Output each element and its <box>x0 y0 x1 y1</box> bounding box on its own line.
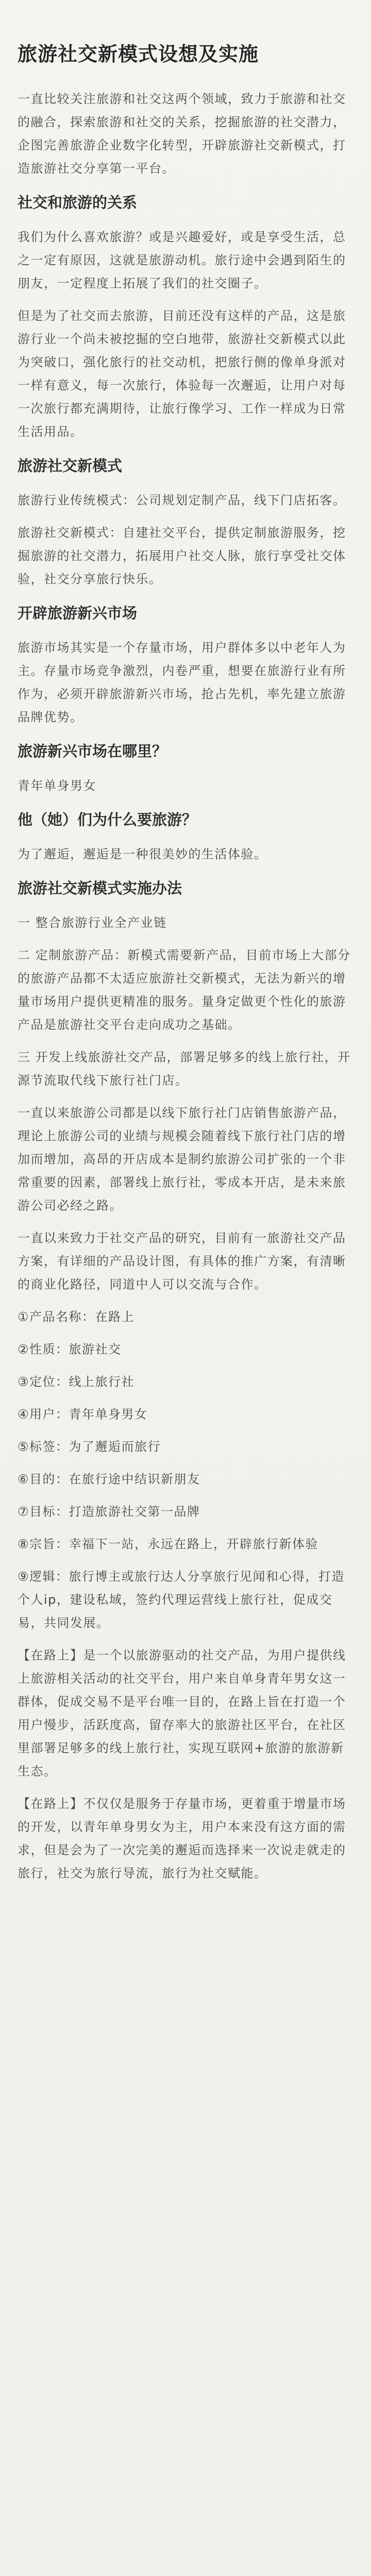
paragraph: ④用户：青年单身男女 <box>18 1407 148 1421</box>
paragraph: 二 定制旅游产品：新模式需要新产品，目前市场上大部分的旅游产品都不太适应旅游社交新模式，无法为新兴的增量市场用户提供更精准的服务。量身定做更个性化的旅游产品是旅游社交平台走向成功之基础。 <box>18 948 351 1032</box>
paragraph: 为了邂逅，邂逅是一种很美妙的生活体验。 <box>18 847 267 861</box>
note-title: 旅游社交新模式设想及实施 <box>18 43 259 65</box>
paragraph: 三 开发上线旅游社交产品，部署足够多的线上旅行社，开源节流取代线下旅行社门店。 <box>18 1050 351 1088</box>
paragraph: ⑨逻辑：旅行博主或旅行达人分享旅行见闻和心得，打造个人ip，建设私域，签约代理运营线上旅行社，促成交易，共同发展。 <box>18 1569 345 1630</box>
paragraph: ①产品名称：在路上 <box>18 1310 135 1324</box>
section-heading: 他（她）们为什么要旅游？ <box>18 811 197 828</box>
paragraph: 我们为什么喜欢旅游？或是兴趣爱好，或是享受生活，总之一定有原因，这就是旅游动机。旅行途中会遇到陌生的朋友，一定程度上拓展了我们的社交圈子。 <box>18 230 346 291</box>
section-heading: 旅游社交新模式实施办法 <box>18 879 182 897</box>
note-body <box>18 88 351 1885</box>
paragraph: 一 整合旅游行业全产业链 <box>18 916 167 930</box>
paragraph: 青年单身男女 <box>18 778 96 793</box>
paragraph: 旅游市场其实是一个存量市场，用户群体多以中老年人为主。存量市场竞争激烈，内卷严重，想要在旅游行业有所作为，必须开辟旅游新兴市场，抢占先机，率先建立旅游品牌优势。 <box>18 640 346 724</box>
paragraph: 一直比较关注旅游和社交这两个领域，致力于旅游和社交的融合，探索旅游和社交的关系，挖掘旅游的社交潜力，企图完善旅游企业数字化转型，开辟旅游社交新模式，打造旅游社交分享第一平台。 <box>18 92 346 176</box>
section-heading: 旅游新兴市场在哪里？ <box>18 742 167 760</box>
note-content <box>18 41 351 1894</box>
paragraph: 旅游行业传统模式：公司规划定制产品，线下门店拓客。 <box>18 493 346 507</box>
section-heading: 社交和旅游的关系 <box>18 194 138 211</box>
section-heading: 旅游社交新模式 <box>18 457 123 474</box>
paragraph: 旅游社交新模式：自建社交平台，提供定制旅游服务，挖掘旅游的社交潜力，拓展用户社交人脉，旅行享受社交体验，社交分享旅行快乐。 <box>18 526 346 586</box>
section-heading: 开辟旅游新兴市场 <box>18 604 138 622</box>
paragraph: ②性质：旅游社交 <box>18 1342 122 1357</box>
paragraph: 【在路上】不仅仅是服务于存量市场，更着重于增量市场的开发，以青年单身男女为主，用户本来没有这方面的需求，但是会为了一次完美的邂逅而选择来一次说走就走的旅行，社交为旅行导流，旅行为社交赋能。 <box>18 1797 346 1880</box>
paragraph: ③定位：线上旅行社 <box>18 1375 135 1389</box>
paragraph: ⑦目标：打造旅游社交第一品牌 <box>18 1504 200 1519</box>
paragraph: 【在路上】是一个以旅游驱动的社交产品，为用户提供线上旅游相关活动的社交平台，用户来自单身青年男女这一群体，促成交易不是平台唯一目的，在路上旨在打造一个用户慢步，活跃度高，留存率大的旅游社区平台，在社区里部署足够多的线上旅行社，实现互联网+旅游的旅游新生态。 <box>18 1648 346 1778</box>
paragraph: 但是为了社交而去旅游，目前还没有这样的产品，这是旅游行业一个尚未被挖掘的空白地带，旅游社交新模式以此为突破口，强化旅行的社交动机，把旅行侧的像单身派对一样有意义，每一次旅行，体验每一次邂逅，让用户对每一次旅行都充满期待，让旅行像学习、工作一样成为日常生活用品。 <box>18 309 346 439</box>
paragraph: 一直以来致力于社交产品的研究，目前有一旅游社交产品方案，有详细的产品设计图，有具体的推广方案，有清晰的商业化路径，同道中人可以交流与合作。 <box>18 1231 346 1292</box>
paragraph: ⑤标签：为了邂逅而旅行 <box>18 1439 161 1454</box>
paragraph: 一直以来旅游公司都是以线下旅行社门店销售旅游产品，理论上旅游公司的业绩与规模会随着线下旅行社门店的增加而增加，高昂的开店成本是制约旅游公司扩张的一个非常重要的因素，部署线上旅行社，零成本开店，是未来旅游公司必经之路。 <box>18 1106 346 1213</box>
paragraph: ⑥目的：在旅行途中结识新朋友 <box>18 1472 200 1486</box>
paragraph: ⑧宗旨：幸福下一站，永远在路上，开辟旅行新体验 <box>18 1537 319 1551</box>
